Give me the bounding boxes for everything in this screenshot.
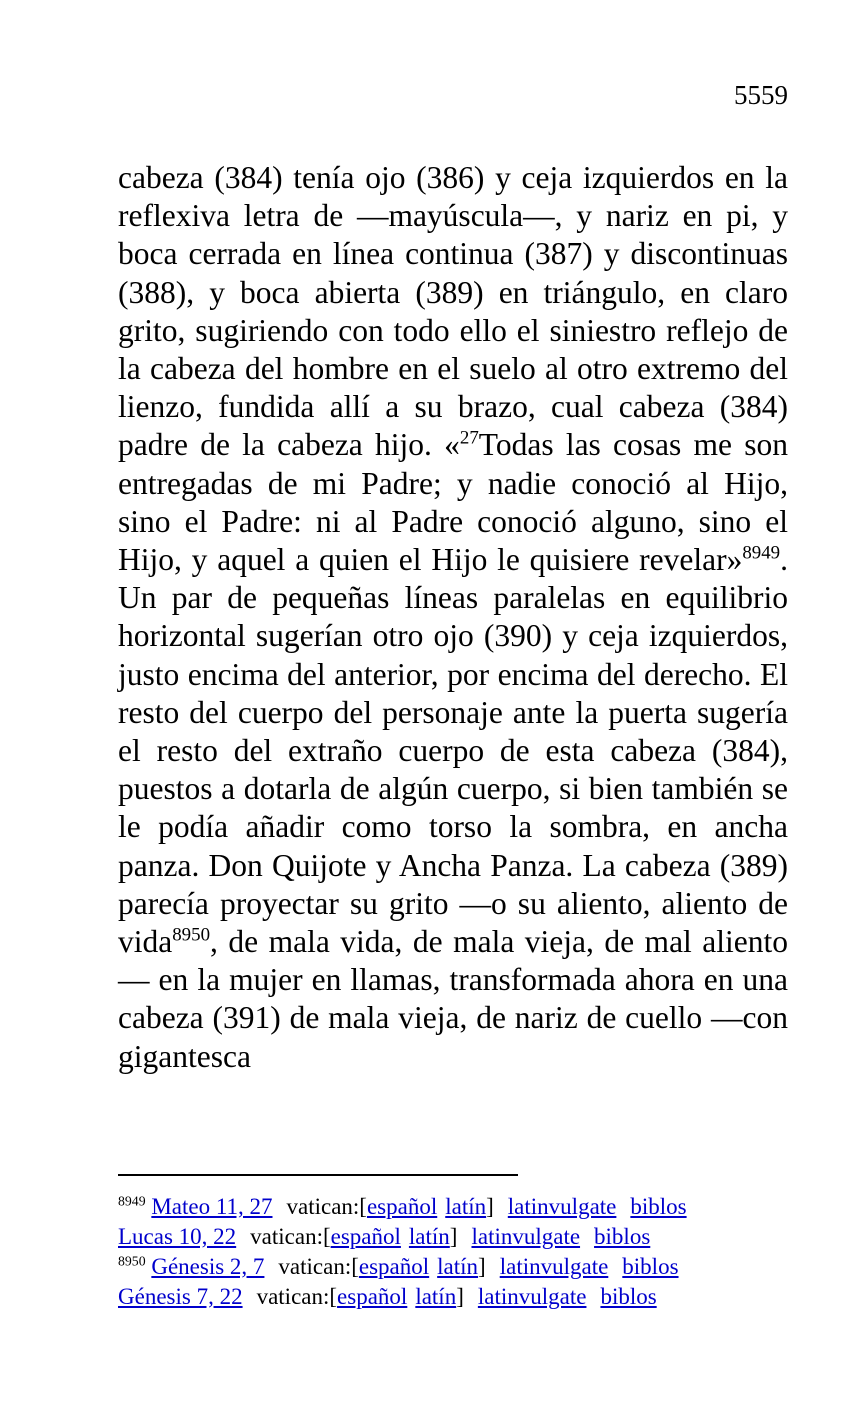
biblos-link[interactable]: biblos	[600, 1284, 657, 1309]
latinvulgate-link[interactable]: latinvulgate	[507, 1194, 617, 1219]
page-number: 5559	[734, 80, 788, 110]
ref-link[interactable]: Mateo 11, 27	[151, 1194, 273, 1219]
espanol-link[interactable]: español	[366, 1194, 438, 1219]
body-text-part-3: . Un par de pequeñas líneas paralelas en equilibrio horizontal sugerían otro ojo (390) y ceja izquierdos, justo encima del anterior, por encima del derecho. El resto del cuerpo del personaje ante la puerta sugería el resto del extraño cuerpo de esta cabeza (384), puestos a dotarla de algún cuerpo, si bien también se le podía añadir como torso la sombra, en ancha panza. Don Quijote y Ancha Panza. La cabeza (389) parecía proyectar su grito —o su aliento, aliento de vida	[118, 542, 788, 960]
vatican-label: vatican:[	[256, 1284, 338, 1309]
bracket-close: ]	[456, 1284, 464, 1309]
footnote-8949-line-1	[118, 1192, 818, 1222]
bracket-close: ]	[486, 1194, 494, 1219]
footnote-8950-line-1	[118, 1252, 818, 1282]
body-text-part-4: , de mala vida, de mala vieja, de mal aliento— en la mujer en llamas, transformada ahora en una cabeza (391) de mala vieja, de nariz de cuello —con gigantesca	[118, 924, 788, 1074]
vatican-label: vatican:[	[278, 1254, 359, 1279]
verse-number: 27	[459, 427, 479, 449]
vatican-label: vatican:[	[286, 1194, 367, 1219]
ref-link[interactable]: Lucas 10, 22	[118, 1224, 237, 1249]
espanol-link[interactable]: español	[358, 1254, 430, 1279]
vatican-label: vatican:[	[250, 1224, 331, 1249]
footnote-ref-8950[interactable]: 8950	[172, 924, 211, 946]
footnotes	[118, 1192, 818, 1312]
footnote-number: 8949	[118, 1193, 146, 1209]
biblos-link[interactable]: biblos	[630, 1194, 687, 1219]
latinvulgate-link[interactable]: latinvulgate	[471, 1224, 581, 1249]
ref-link[interactable]: Génesis 2, 7	[151, 1254, 265, 1279]
footnote-8950-line-2	[118, 1282, 818, 1312]
espanol-link[interactable]: español	[337, 1284, 408, 1309]
espanol-link[interactable]: español	[330, 1224, 401, 1249]
footnote-ref-8949[interactable]: 8949	[742, 542, 781, 564]
body-text-part-2: Todas las cosas me son entregadas de mi Padre; y nadie conoció al Hijo, sino el Padre: ni al Padre conoció alguno, sino el Hijo, y aquel a quien el Hijo le quisiere revelar»	[118, 427, 788, 578]
latinvulgate-link[interactable]: latinvulgate	[477, 1284, 587, 1309]
body-text	[118, 159, 788, 1076]
body-text-part-1: cabeza (384) tenía ojo (386) y ceja izquierdos en la reflexiva letra de —mayúscula—, y nariz en pi, y boca cerrada en línea continua (387) y discontinuas (388), y boca abierta (389) en triángulo, en claro grito, sugiriendo con todo ello el siniestro reflejo de la cabeza del hombre en el suelo al otro extremo del lienzo, fundida allí a su brazo, cual cabeza (384) padre de la cabeza hijo. «	[118, 160, 788, 463]
footnote-8949-line-2	[118, 1222, 818, 1252]
biblos-link[interactable]: biblos	[622, 1254, 679, 1279]
bracket-close: ]	[449, 1224, 458, 1249]
footnote-divider	[118, 1174, 518, 1176]
bracket-close: ]	[478, 1254, 486, 1279]
latin-link[interactable]: latín	[445, 1194, 487, 1219]
latin-link[interactable]: latín	[408, 1224, 450, 1249]
footnote-number: 8950	[118, 1253, 146, 1269]
ref-link[interactable]: Génesis 7, 22	[118, 1284, 243, 1309]
latin-link[interactable]: latín	[437, 1254, 479, 1279]
latinvulgate-link[interactable]: latinvulgate	[499, 1254, 609, 1279]
biblos-link[interactable]: biblos	[594, 1224, 651, 1249]
latin-link[interactable]: latín	[415, 1284, 457, 1309]
